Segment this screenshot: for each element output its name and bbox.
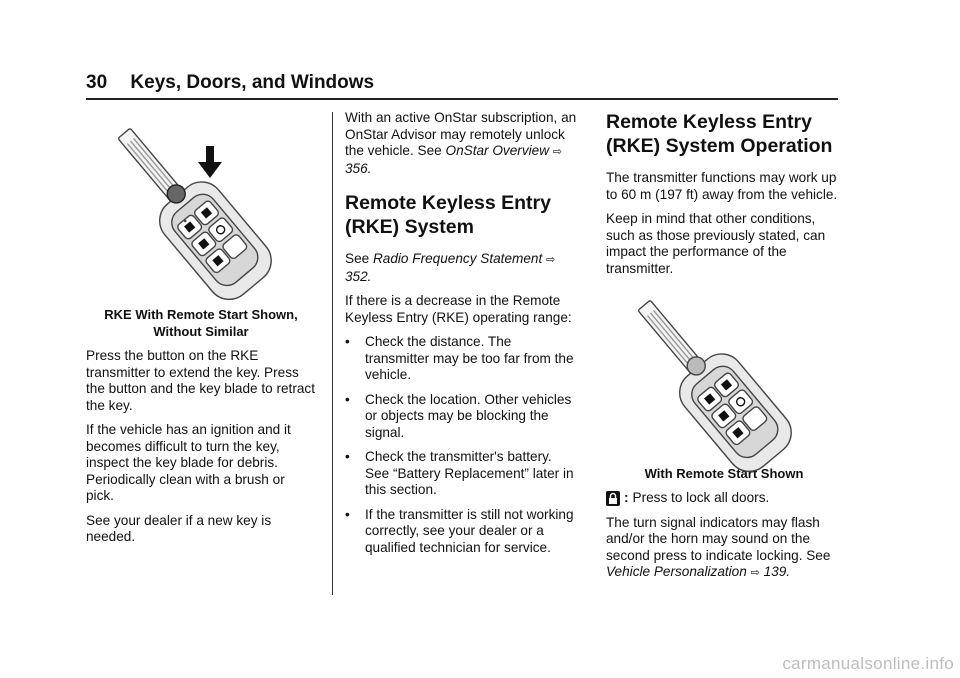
text: With an active OnStar subscription, an OnStar Advisor may remotely unlock the vehicle. See bbox=[345, 110, 577, 158]
text: The turn signal indicators may flash and/or the horn may sound on the second press to indicate locking. See bbox=[606, 514, 831, 563]
figure-caption-2: With Remote Start Shown bbox=[644, 466, 804, 481]
watermark: carmanualsonline.info bbox=[782, 654, 954, 673]
paragraph: Press the button on the RKE transmitter to extend the key. Press the button and the key blade to retract the key. bbox=[86, 348, 315, 413]
link-radio-frequency-statement[interactable]: Radio Frequency Statement bbox=[372, 251, 543, 266]
lock-text: Press to lock all doors. bbox=[632, 490, 770, 505]
lock-icon bbox=[606, 491, 620, 506]
section-heading: Remote Keyless Entry (RKE) System bbox=[345, 192, 551, 238]
page-ref-arrow-icon: ⇨ bbox=[546, 254, 556, 266]
bullet-icon: • bbox=[345, 391, 350, 407]
key-fob-illustration-1 bbox=[110, 112, 300, 302]
column-1 bbox=[86, 306, 316, 554]
link-onstar-overview[interactable]: OnStar Overview bbox=[445, 143, 550, 158]
section-title: Keys, Doors, and Windows bbox=[130, 72, 375, 93]
caption-line-1: RKE With Remote Start Shown, bbox=[104, 307, 298, 322]
list-item bbox=[345, 392, 577, 442]
key-fob-illustration-2 bbox=[630, 284, 820, 474]
figure-caption-1 bbox=[86, 306, 316, 340]
column-2 bbox=[345, 110, 577, 564]
list-item bbox=[345, 449, 577, 499]
paragraph: Keep in mind that other conditions, such as those previously stated, can impact the performance of the transmitter. bbox=[606, 211, 826, 276]
bullet-icon: • bbox=[345, 506, 350, 522]
column-divider bbox=[332, 112, 333, 595]
release-arrow-icon bbox=[198, 146, 222, 178]
list-item-text: Check the location. Other vehicles or objects may be blocking the signal. bbox=[365, 391, 572, 440]
list-item-text: Check the distance. The transmitter may be too far from the vehicle. bbox=[365, 334, 574, 382]
header-rule bbox=[86, 98, 838, 100]
page-header bbox=[86, 72, 374, 94]
paragraph: The transmitter functions may work up to 60 m (197 ft) away from the vehicle. bbox=[606, 170, 838, 202]
page-ref[interactable]: 352. bbox=[345, 268, 372, 284]
bullet-icon: • bbox=[345, 334, 350, 349]
section-heading: Remote Keyless Entry (RKE) System Operation bbox=[606, 111, 833, 157]
list-item-text: Check the transmitter's battery. See “Battery Replacement” later in this section. bbox=[365, 449, 574, 497]
list-item bbox=[345, 507, 577, 557]
text: See bbox=[345, 251, 373, 266]
paragraph bbox=[345, 251, 577, 285]
paragraph: See your dealer if a new key is needed. bbox=[86, 512, 272, 544]
paragraph bbox=[345, 110, 577, 177]
page-ref-arrow-icon: ⇨ bbox=[750, 567, 760, 579]
caption-line-2: Without Similar bbox=[153, 324, 249, 339]
page-ref-arrow-icon: ⇨ bbox=[552, 146, 563, 158]
link-vehicle-personalization[interactable]: Vehicle Personalization bbox=[606, 564, 747, 579]
lock-description: : Press to lock all doors. bbox=[606, 490, 842, 507]
list-item-text: If the transmitter is still not working correctly, see your dealer or a qualified technician for service. bbox=[365, 506, 574, 555]
page-ref[interactable]: 139. bbox=[763, 564, 791, 579]
page-number: 30 bbox=[86, 72, 108, 93]
list-item bbox=[345, 334, 577, 384]
page-ref[interactable]: 356. bbox=[345, 160, 372, 176]
paragraph bbox=[606, 515, 842, 582]
paragraph: If there is a decrease in the Remote Keyless Entry (RKE) operating range: bbox=[345, 293, 572, 325]
bullet-icon: • bbox=[345, 449, 350, 464]
paragraph: If the vehicle has an ignition and it becomes difficult to turn the key, inspect the key blade for debris. Periodically clean with a brush or pick. bbox=[86, 422, 291, 503]
